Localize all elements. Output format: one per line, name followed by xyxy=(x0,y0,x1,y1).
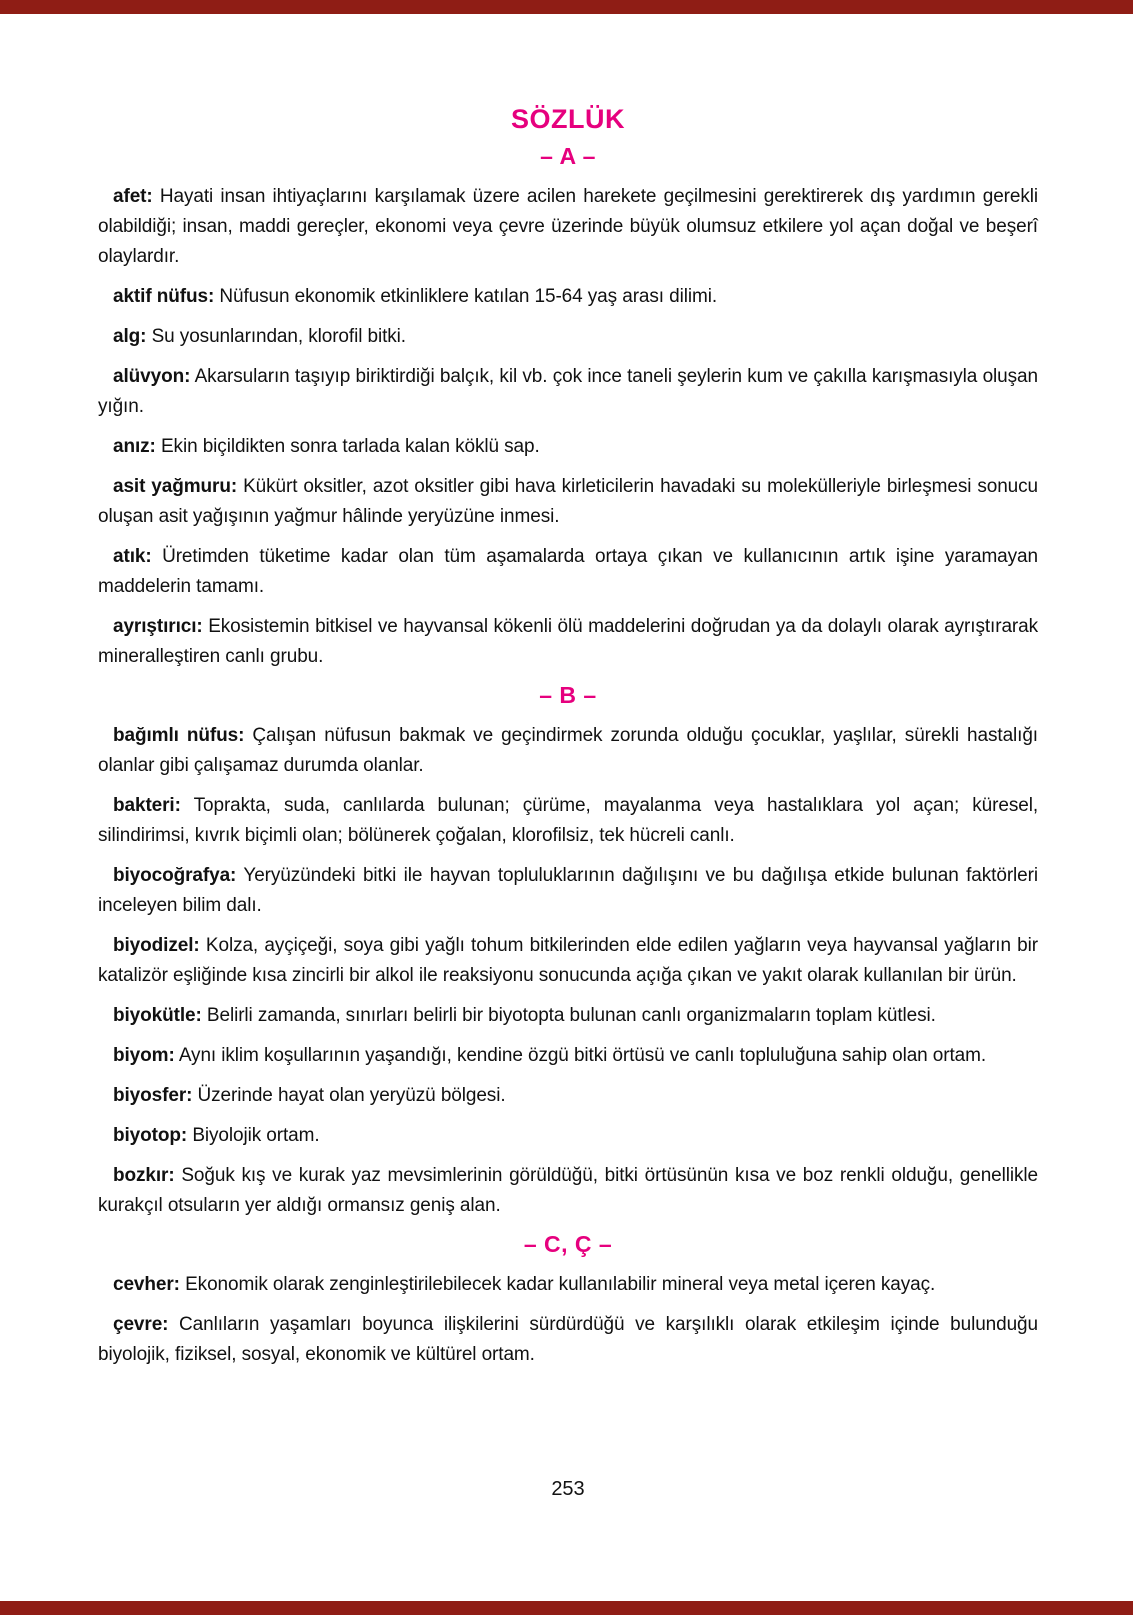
entry-term: alüvyon: xyxy=(113,366,191,387)
entry-definition: Ekonomik olarak zenginleştirilebilecek kadar kullanılabilir mineral veya metal içeren kayaç. xyxy=(185,1274,936,1295)
entry-definition: Su yosunlarından, klorofil bitki. xyxy=(151,326,406,347)
glossary-entry-cevre xyxy=(98,1310,1038,1370)
entry-term: atık: xyxy=(113,546,152,567)
glossary-entry-asit-yagmuru xyxy=(98,472,1038,532)
entry-definition: Ekin biçildikten sonra tarlada kalan köklü sap. xyxy=(160,436,540,457)
entry-definition: Yeryüzündeki bitki ile hayvan topluluklarının dağılışını ve bu dağılışa etkide bulunan faktörleri inceleyen bilim dalı. xyxy=(98,865,1038,916)
entry-definition: Üzerinde hayat olan yeryüzü bölgesi. xyxy=(197,1085,506,1106)
section-header-b: – B – xyxy=(539,682,597,708)
glossary-entry-afet xyxy=(98,182,1038,272)
entry-definition: Ekosistemin bitkisel ve hayvansal kökenli ölü maddelerini doğrudan ya da dolaylı olarak ayrıştırarak mineralleştiren canlı grubu. xyxy=(98,616,1039,667)
entry-term: biyokütle: xyxy=(113,1005,202,1026)
glossary-entry-alg xyxy=(98,322,1038,352)
entry-definition: Kolza, ayçiçeği, soya gibi yağlı tohum bitkilerinden elde edilen yağların veya hayvansal yağların bir katalizör eşliğinde kısa zincirli bir alkol ile reaksiyonu sonucunda açığa çıkan ve yakıt olarak kullanılan bir ürün. xyxy=(98,935,1038,986)
entry-definition: Canlıların yaşamları boyunca ilişkilerini sürdürdüğü ve karşılıklı olarak etkileşim içinde bulunduğu biyolojik, fiziksel, sosyal, ekonomik ve kültürel ortam. xyxy=(98,1314,1038,1365)
entry-term: biyodizel: xyxy=(113,935,200,956)
glossary-entry-bagimli-nufus xyxy=(98,721,1038,781)
glossary-entry-bozkir xyxy=(98,1161,1038,1221)
entry-term: afet: xyxy=(113,186,153,207)
entry-definition: Belirli zamanda, sınırları belirli bir biyotopta bulunan canlı organizmaların toplam kütlesi. xyxy=(206,1005,936,1026)
entry-definition: Soğuk kış ve kurak yaz mevsimlerinin görüldüğü, bitki örtüsünün kısa ve boz renkli olduğu, genellikle kurakçıl otsuların yer aldığı ormansız geniş alan. xyxy=(98,1165,1038,1216)
entry-definition: Toprakta, suda, canlılarda bulunan; çürüme, mayalanma veya hastalıklara yol açan; küresel, silindirimsi, kıvrık biçimli olan; bölünerek çoğalan, klorofilsiz, tek hücreli canlı. xyxy=(98,795,1038,846)
entry-definition: Akarsuların taşıyıp biriktirdiği balçık, kil vb. çok ince taneli şeylerin kum ve çakılla karışmasıyla oluşan yığın. xyxy=(98,366,1038,417)
glossary-entry-biyodizel xyxy=(98,931,1038,991)
entry-definition: Nüfusun ekonomik etkinliklere katılan 15-64 yaş arası dilimi. xyxy=(219,286,718,307)
glossary-entry-atik xyxy=(98,542,1038,602)
glossary-entry-biyotop xyxy=(98,1121,1038,1151)
entry-term: aktif nüfus: xyxy=(113,286,215,307)
entry-term: çevre: xyxy=(113,1314,169,1335)
entry-term: bağımlı nüfus: xyxy=(113,725,245,746)
entry-definition: Biyolojik ortam. xyxy=(192,1125,320,1146)
glossary-entry-aktif-nufus xyxy=(98,282,1038,312)
entry-term: bozkır: xyxy=(113,1165,175,1186)
entry-term: anız: xyxy=(113,436,156,457)
entry-definition: Kükürt oksitler, azot oksitler gibi hava kirleticilerin havadaki su molekülleriyle birleşmesi sonucu oluşan asit yağışının yağmur hâlinde yeryüzüne inmesi. xyxy=(98,476,1038,527)
glossary-entry-biyosfer xyxy=(98,1081,1038,1111)
glossary-page-content xyxy=(98,104,1038,1380)
entry-term: alg: xyxy=(113,326,147,347)
entry-term: biyom: xyxy=(113,1045,175,1066)
page-title: SÖZLÜK xyxy=(511,104,625,134)
glossary-entry-aniz xyxy=(98,432,1038,462)
entry-term: cevher: xyxy=(113,1274,180,1295)
entry-definition: Üretimden tüketime kadar olan tüm aşamalarda ortaya çıkan ve kullanıcının artık işine yaramayan maddelerin tamamı. xyxy=(98,546,1038,597)
entry-definition: Hayati insan ihtiyaçlarını karşılamak üzere acilen harekete geçilmesini gerektirerek dış yardımın gerekli olabildiği; insan, maddi gereçler, ekonomi veya çevre üzerinde büyük olumsuz etkilere yol açan doğal ve beşerî olaylardır. xyxy=(98,186,1038,267)
page-number: 253 xyxy=(551,1478,585,1500)
glossary-entry-biyom xyxy=(98,1041,1038,1071)
entry-term: bakteri: xyxy=(113,795,181,816)
glossary-entry-cevher xyxy=(98,1270,1038,1300)
glossary-entry-biyokutle xyxy=(98,1001,1038,1031)
entry-definition: Aynı iklim koşullarının yaşandığı, kendine özgü bitki örtüsü ve canlı topluluğuna sahip olan ortam. xyxy=(178,1045,987,1066)
entry-term: asit yağmuru: xyxy=(113,476,238,497)
entry-term: ayrıştırıcı: xyxy=(113,616,203,637)
glossary-entry-ayristirici xyxy=(98,612,1038,672)
glossary-entry-aluvyon xyxy=(98,362,1038,422)
bottom-border-bar xyxy=(0,1601,1133,1615)
entry-term: biyotop: xyxy=(113,1125,188,1146)
entry-definition: Çalışan nüfusun bakmak ve geçindirmek zorunda olduğu çocuklar, yaşlılar, sürekli hastalığı olanlar gibi çalışamaz durumda olanlar. xyxy=(98,725,1038,776)
glossary-entry-biyocografya xyxy=(98,861,1038,921)
section-header-c: – C, Ç – xyxy=(523,1231,613,1257)
entry-term: biyosfer: xyxy=(113,1085,193,1106)
section-header-a: – A – xyxy=(540,143,596,169)
glossary-entry-bakteri xyxy=(98,791,1038,851)
top-border-bar xyxy=(0,0,1133,14)
entry-term: biyocoğrafya: xyxy=(113,865,237,886)
